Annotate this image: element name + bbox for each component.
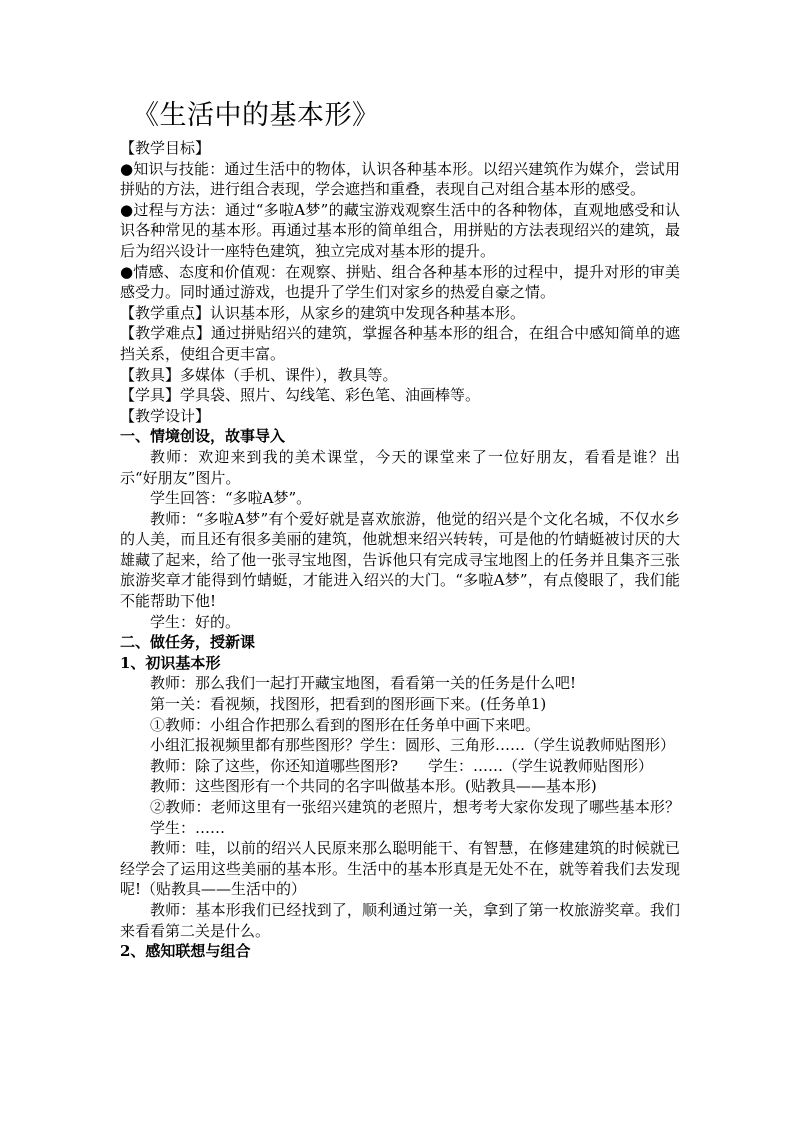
student-answer: 学生回答：“多啦A梦”。 [150, 489, 312, 508]
teaching-key-points: 【教学重点】认识基本形，从家乡的建筑中发现各种基本形。 [120, 303, 526, 322]
teacher-story: 教师：“多啦A梦”有个爱好就是喜欢旅游，他觉的绍兴是个文化名城，不仅水乡的人美，而且还有很多美丽的建筑，他就想来绍兴转转，可是他的竹蜻蜓被讨厌的大雄藏了起来，给了他一张寻宝地图，告诉他只有完成寻宝地图上的任务并且集齐三张旅游奖章才能得到竹蜻蜓，才能进入绍兴的大门。“多啦A梦”，有点傻眼了，我们能不能帮助下他! [120, 509, 680, 611]
teacher-group-draw: ①教师：小组合作把那么看到的图形在任务单中画下来吧。 [150, 715, 541, 734]
document-page [120, 96, 680, 962]
teacher-welcome: 教师：欢迎来到我的美术课堂，今天的课堂来了一位好朋友，看看是谁？出示“好朋友”图片。 [120, 447, 680, 487]
student-other-shapes: 学生：……（学生说教师贴图形） [428, 756, 654, 775]
section-one-heading: 一、情境创设，故事导入 [120, 427, 286, 446]
document-title: 《生活中的基本形》 [132, 100, 380, 131]
subsection-two-heading: 2、感知联想与组合 [120, 942, 251, 961]
teacher-other-shapes: 教师：除了这些，你还知道哪些图形? [150, 756, 399, 775]
subsection-one-heading: 1、初识基本形 [120, 653, 221, 672]
teaching-goals-heading: 【教学目标】 [120, 139, 211, 157]
teacher-basic-shape-name: 教师：这些图形有一个共同的名字叫做基本形。(贴教具——基本形) [150, 777, 597, 796]
teacher-open-map: 教师：那么我们一起打开藏宝地图，看看第一关的任务是什么吧! [150, 674, 577, 693]
teaching-difficulties: 【教学难点】通过拼贴绍兴的建筑，掌握各种基本形的组合，在组合中感知简单的遮挡关系，使组合更丰富。 [120, 324, 680, 363]
goal-emotion-values: ●情感、态度和价值观：在观察、拼贴、组合各种基本形的过程中，提升对形的审美感受力。同时通过游戏，也提升了学生们对家乡的热爱自豪之情。 [120, 262, 680, 302]
teacher-other-shapes-line [120, 756, 680, 777]
teaching-aids: 【教具】多媒体（手机、课件），教具等。 [120, 365, 398, 384]
teacher-wow: 教师：哇，以前的绍兴人民原来那么聪明能干、有智慧，在修建建筑的时候就已经学会了运用这些美丽的基本形。生活中的基本形真是无处不在，就等着我们去发现呢!（贴教具——生活中的） [120, 839, 680, 899]
goal-process-methods: ●过程与方法：通过“多啦A梦”的藏宝游戏观察生活中的各种物体，直观地感受和认识各种常见的基本形。再通过基本形的简单组合，用拼贴的方法表现绍兴的建筑，最后为绍兴设计一座特色建筑，独立完成对基本形的提升。 [120, 200, 680, 260]
goal-knowledge-skills: ●知识与技能：通过生活中的物体，认识各种基本形。以绍兴建筑作为媒介，尝试用拼贴的方法，进行组合表现，学会遮挡和重叠，表现自己对组合基本形的感受。 [120, 159, 680, 199]
group-report: 小组汇报视频里都有那些图形？学生：圆形、三角形……（学生说教师贴图形） [150, 736, 676, 755]
teaching-design-heading: 【教学设计】 [120, 406, 211, 425]
level-one-task: 第一关：看视频，找图形，把看到的图形画下来。(任务单1) [150, 695, 547, 714]
teacher-level-one-complete: 教师：基本形我们已经找到了，顺利通过第一关，拿到了第一枚旅游奖章。我们来看看第二关是什么。 [120, 900, 680, 940]
teacher-old-photo: ②教师：老师这里有一张绍兴建筑的老照片，想考考大家你发现了哪些基本形？学生：…… [150, 798, 680, 837]
student-reply: 学生：好的。 [150, 612, 241, 631]
section-two-heading: 二、做任务，授新课 [120, 633, 256, 652]
learning-tools: 【学具】学具袋、照片、勾线笔、彩色笔、油画棒等。 [120, 386, 481, 405]
